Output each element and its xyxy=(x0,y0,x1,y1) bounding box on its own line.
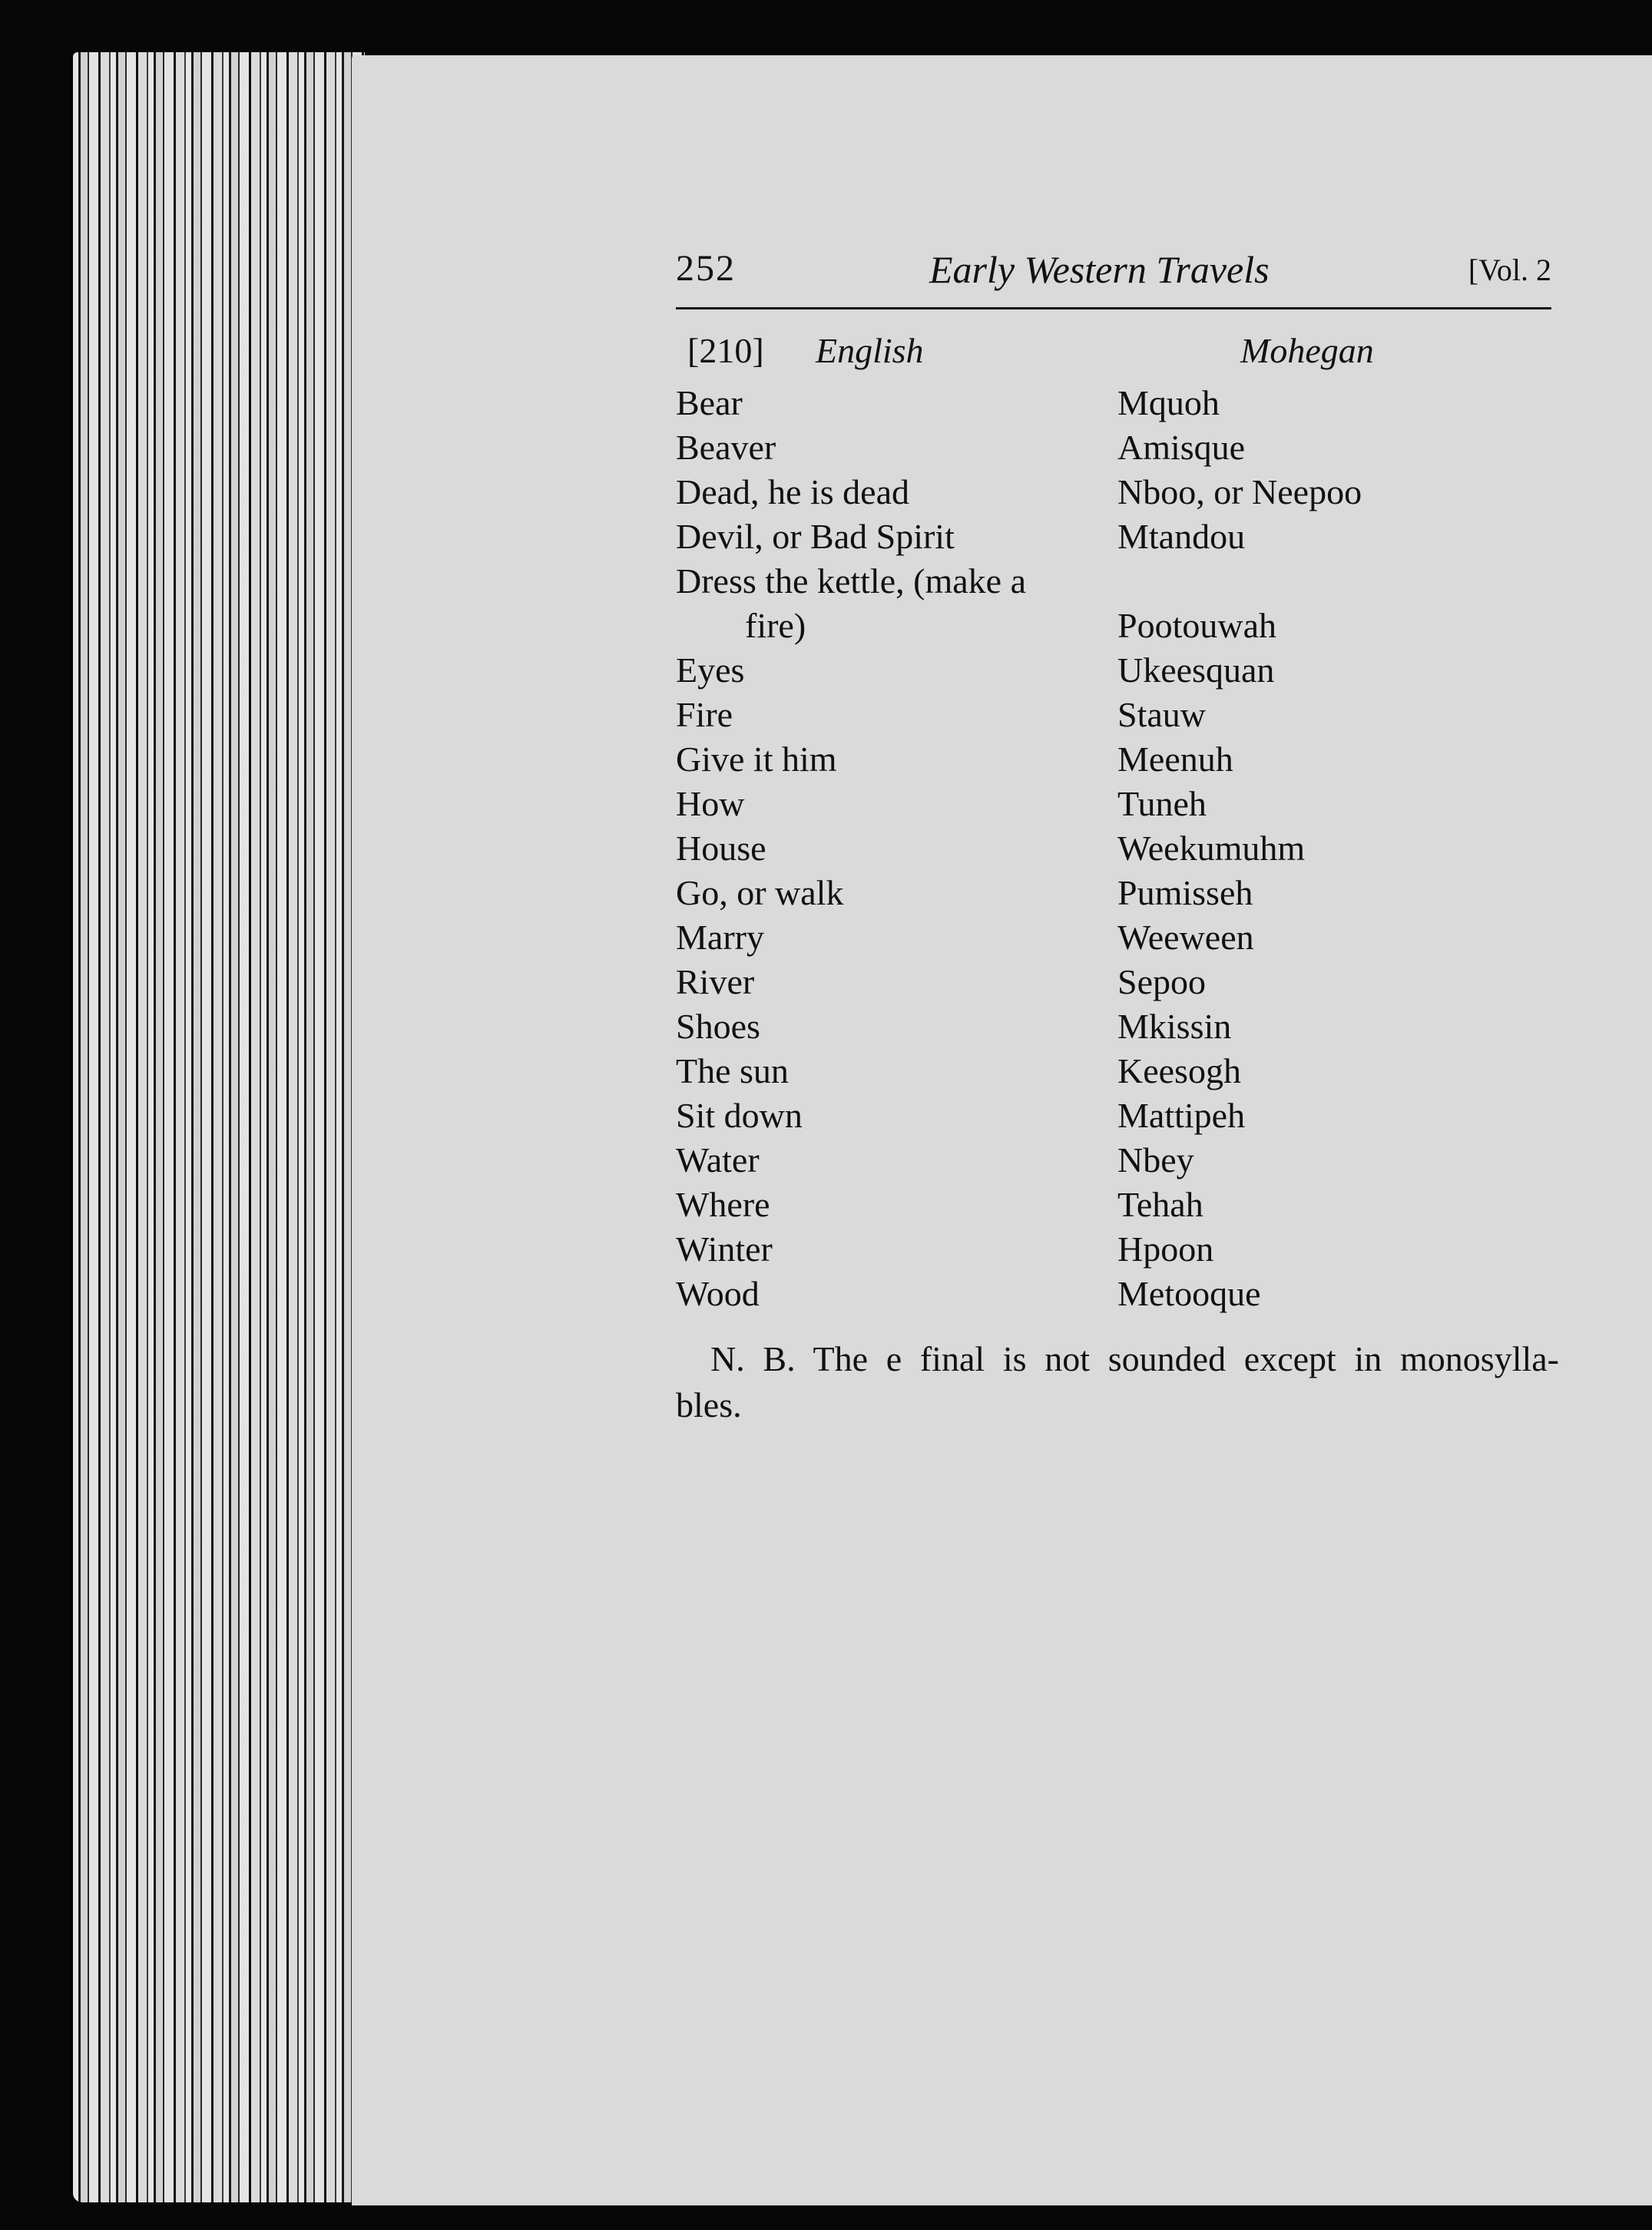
vocabulary-row xyxy=(676,826,1551,871)
mohegan-word: Nboo, or Neepoo xyxy=(1117,472,1362,511)
english-word-continuation: fire) xyxy=(745,606,806,645)
mohegan-word: Tehah xyxy=(1117,1185,1203,1224)
vocabulary-row xyxy=(676,470,1551,514)
vocabulary-row xyxy=(676,1004,1551,1049)
english-word: Shoes xyxy=(676,1007,760,1046)
mohegan-word: Sepoo xyxy=(1117,962,1206,1001)
vocabulary-row xyxy=(676,1227,1551,1272)
vocabulary-row xyxy=(676,1093,1551,1138)
mohegan-word: Metooque xyxy=(1117,1274,1261,1313)
mohegan-word: Mattipeh xyxy=(1117,1096,1246,1135)
english-word: Fire xyxy=(676,695,733,734)
vocabulary-row xyxy=(676,648,1551,693)
vocabulary-row xyxy=(676,737,1551,782)
mohegan-word: Mtandou xyxy=(1117,517,1246,556)
vocabulary-row xyxy=(676,1272,1551,1316)
vocabulary-row xyxy=(676,782,1551,826)
vocabulary-row xyxy=(676,1049,1551,1093)
mohegan-word: Pootouwah xyxy=(1117,606,1276,645)
mohegan-word: Weeween xyxy=(1117,918,1254,957)
english-word xyxy=(676,559,1091,648)
vocabulary-row xyxy=(676,559,1551,648)
mohegan-word: Meenuh xyxy=(1117,739,1233,779)
english-word: Beaver xyxy=(676,428,776,467)
mohegan-column-heading: Mohegan xyxy=(1240,331,1374,370)
english-word: Winter xyxy=(676,1229,773,1269)
mohegan-word: Amisque xyxy=(1117,428,1246,467)
vocabulary-row xyxy=(676,693,1551,737)
english-word: Give it him xyxy=(676,739,837,779)
vocabulary-row xyxy=(676,1138,1551,1183)
vocabulary-row xyxy=(676,915,1551,960)
book-page-edges xyxy=(73,52,365,2202)
volume-label: [Vol. 2 xyxy=(1468,253,1551,287)
vocabulary-row xyxy=(676,1183,1551,1227)
english-word: Devil, or Bad Spirit xyxy=(676,517,955,556)
mohegan-word: Stauw xyxy=(1117,695,1206,734)
vocabulary-row xyxy=(676,381,1551,425)
vocabulary-row xyxy=(676,514,1551,559)
mohegan-word: Nbey xyxy=(1117,1140,1194,1180)
vocabulary-column-headers xyxy=(687,330,1551,376)
english-word: Where xyxy=(676,1185,770,1224)
mohegan-word: Weekumuhm xyxy=(1117,829,1306,868)
english-word: How xyxy=(676,784,745,823)
mohegan-word: Mkissin xyxy=(1117,1007,1232,1046)
english-word: Sit down xyxy=(676,1096,803,1135)
footnote xyxy=(676,1336,1559,1428)
english-word: The sun xyxy=(676,1051,789,1090)
english-word: Dead, he is dead xyxy=(676,472,909,511)
mohegan-word: Hpoon xyxy=(1117,1229,1214,1269)
english-word: Wood xyxy=(676,1274,760,1313)
mohegan-word: Pumisseh xyxy=(1117,873,1253,912)
mohegan-word: Tuneh xyxy=(1117,784,1207,823)
mohegan-word: Keesogh xyxy=(1117,1051,1241,1090)
running-title: Early Western Travels xyxy=(929,248,1270,291)
english-word: Eyes xyxy=(676,650,745,690)
english-word: Go, or walk xyxy=(676,873,844,912)
footnote-line: N. B. The e final is not sounded except in monosylla- xyxy=(710,1339,1559,1378)
mohegan-word: Mquoh xyxy=(1117,383,1220,422)
page-number: 252 xyxy=(676,248,736,289)
original-page-reference: [210] xyxy=(687,331,764,370)
english-word: Bear xyxy=(676,383,743,422)
english-word: River xyxy=(676,962,755,1001)
english-column-heading: English xyxy=(816,331,924,370)
english-word: House xyxy=(676,829,766,868)
mohegan-word: Ukeesquan xyxy=(1117,650,1275,690)
vocabulary-row xyxy=(676,425,1551,470)
footnote-line: bles. xyxy=(676,1385,742,1424)
header-rule xyxy=(676,307,1551,309)
vocabulary-list xyxy=(676,381,1551,1316)
english-word-line: Dress the kettle, (make a xyxy=(676,561,1026,601)
english-word: Water xyxy=(676,1140,760,1180)
vocabulary-row xyxy=(676,960,1551,1004)
vocabulary-row xyxy=(676,871,1551,915)
running-header xyxy=(676,247,1551,301)
english-word: Marry xyxy=(676,918,764,957)
